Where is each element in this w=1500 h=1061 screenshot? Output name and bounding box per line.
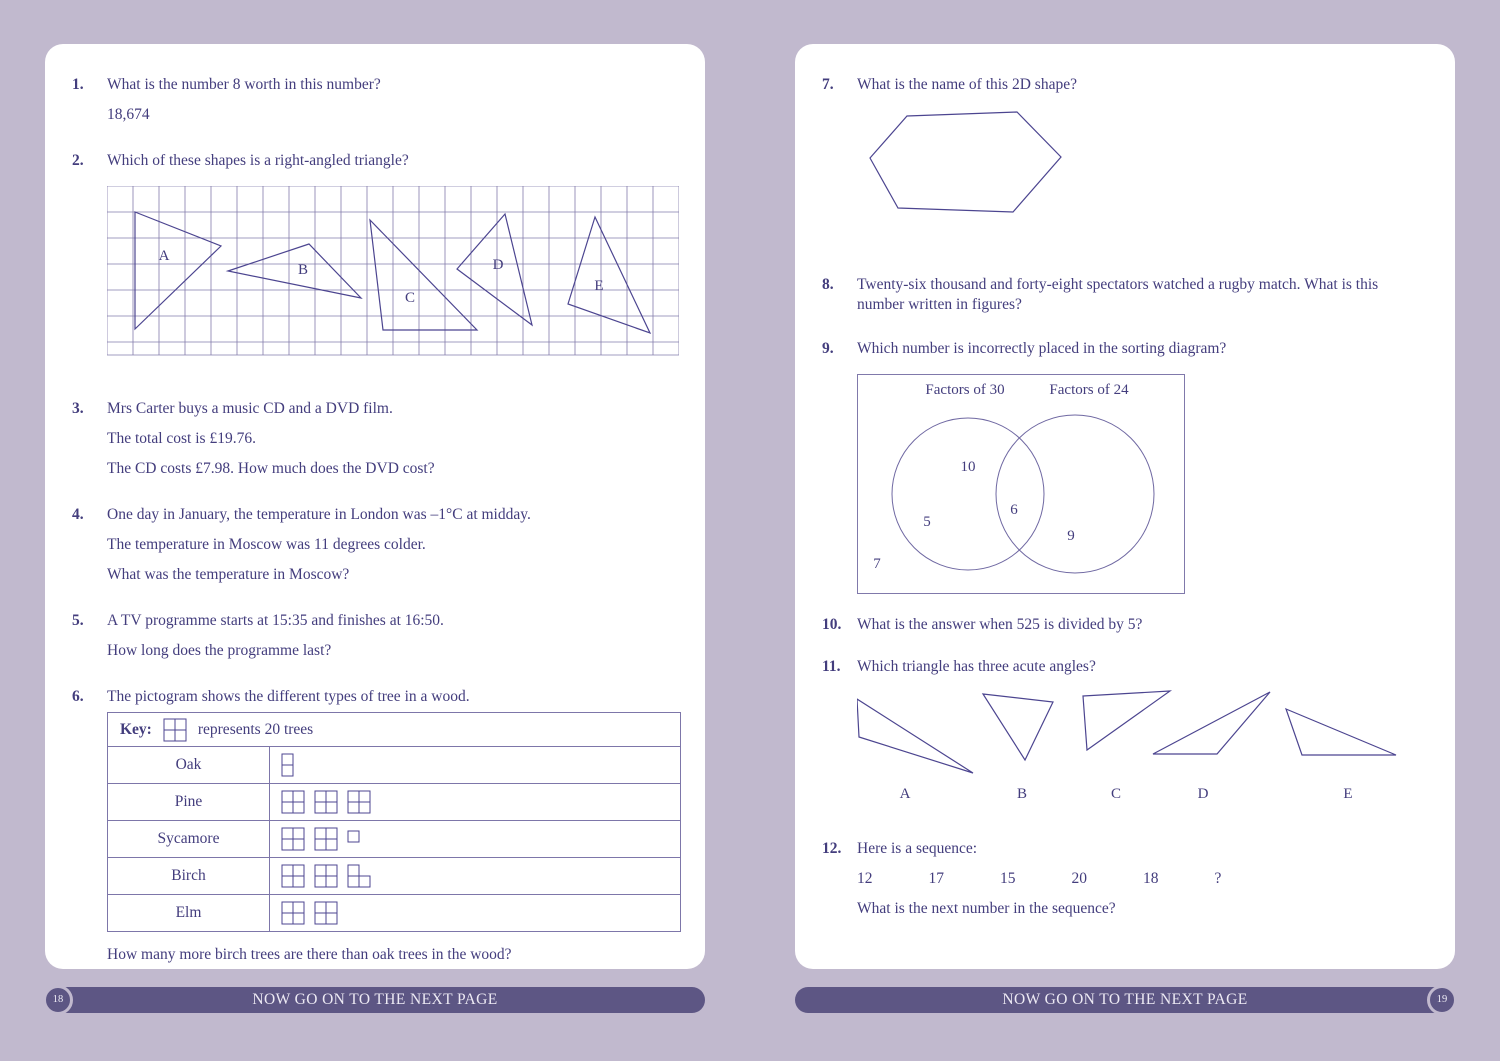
triangle-e-label: E — [594, 278, 604, 294]
pictogram-symbol-full — [281, 827, 305, 851]
question-2-number: 2. — [72, 152, 84, 169]
pictogram-rows — [108, 747, 680, 931]
question-4-line-3: What was the temperature in Moscow? — [107, 566, 350, 583]
venn-left-circle — [892, 418, 1044, 570]
question-7 — [822, 70, 1429, 218]
pictogram-row-symbols — [270, 895, 338, 931]
acute-triangle-d-shape — [1153, 692, 1270, 754]
question-1 — [72, 70, 679, 130]
question-12-question: What is the next number in the sequence? — [857, 900, 1116, 917]
acute-triangle-e-label: E — [1343, 786, 1353, 802]
triangle-c-shape — [370, 220, 477, 330]
question-4-line-1: One day in January, the temperature in London was –1°C at midday. — [107, 506, 531, 523]
pictogram-row-label: Birch — [108, 858, 270, 894]
triangle-c-label: C — [404, 290, 416, 306]
pictogram-symbol-full — [281, 790, 305, 814]
triangle-b-label: B — [297, 262, 309, 278]
question-8-text: Twenty-six thousand and forty-eight spectators watched a rugby match. What is this number written in figures? — [857, 276, 1379, 313]
right-footer-bar: NOW GO ON TO THE NEXT PAGE — [795, 987, 1455, 1013]
pictogram-symbol-threequarter — [347, 864, 371, 888]
pictogram-key-text: represents 20 trees — [197, 720, 314, 738]
acute-triangle-a-label: A — [899, 786, 911, 802]
pictogram-symbol-full — [314, 901, 338, 925]
triangle-a-label: A — [158, 248, 170, 264]
acute-triangle-b-label: B — [1016, 786, 1028, 802]
pictogram-symbol-full — [314, 827, 338, 851]
left-page-number-badge: 18 — [43, 985, 73, 1015]
pictogram-key-symbol — [163, 718, 187, 742]
question-8 — [822, 270, 1429, 320]
pictogram-symbol-quarter — [347, 827, 371, 851]
sequence-value-2: 17 — [928, 870, 944, 887]
question-6-text: The pictogram shows the different types of tree in a wood. — [107, 688, 470, 705]
question-7-text: What is the name of this 2D shape? — [857, 76, 1077, 93]
pictogram-row-symbols — [270, 858, 371, 894]
pictogram-row-label: Elm — [108, 895, 270, 931]
pictogram-symbol-half — [281, 753, 305, 777]
sequence-value-3: 15 — [1000, 870, 1016, 887]
pictogram-row-label: Pine — [108, 784, 270, 820]
venn-right-label: Factors of 24 — [1049, 382, 1129, 398]
acute-triangle-c-shape — [1083, 691, 1170, 750]
question-6 — [72, 682, 679, 970]
pictogram-row-label: Sycamore — [108, 821, 270, 857]
acute-triangle-b-shape — [983, 694, 1053, 760]
right-page — [795, 44, 1455, 969]
pictogram-row — [108, 895, 680, 931]
question-12-number: 12. — [822, 840, 842, 857]
question-5 — [72, 606, 679, 666]
hexagon-figure — [865, 106, 1065, 218]
question-10 — [822, 610, 1429, 640]
question-11 — [822, 652, 1429, 802]
venn-value-9: 9 — [1067, 528, 1075, 544]
pictogram-symbol-full — [281, 901, 305, 925]
pictogram-row-symbols — [270, 747, 305, 783]
acute-triangle-e-shape — [1286, 709, 1396, 755]
question-6-number: 6. — [72, 688, 84, 705]
question-11-text: Which triangle has three acute angles? — [857, 658, 1096, 675]
question-3-line-1: Mrs Carter buys a music CD and a DVD film. — [107, 400, 393, 417]
question-4-number: 4. — [72, 506, 84, 523]
sequence-value-5: 18 — [1143, 870, 1159, 887]
question-11-number: 11. — [822, 658, 841, 675]
pictogram-row — [108, 747, 680, 784]
pictogram-row — [108, 821, 680, 858]
question-9-text: Which number is incorrectly placed in the sorting diagram? — [857, 340, 1227, 357]
question-10-text: What is the answer when 525 is divided by 5? — [857, 616, 1143, 633]
question-1-number: 1. — [72, 76, 84, 93]
left-page — [45, 44, 705, 969]
venn-value-7: 7 — [873, 556, 881, 572]
left-footer-bar: NOW GO ON TO THE NEXT PAGE — [45, 987, 705, 1013]
pictogram-row-symbols — [270, 784, 371, 820]
triangle-d-label: D — [492, 257, 504, 273]
question-2 — [72, 146, 679, 378]
acute-triangle-a-shape — [857, 699, 973, 773]
question-6-question: How many more birch trees are there than oak trees in the wood? — [107, 946, 512, 963]
question-10-number: 10. — [822, 616, 842, 633]
venn-diagram — [857, 374, 1185, 594]
venn-value-6: 6 — [1010, 502, 1018, 518]
question-8-number: 8. — [822, 276, 834, 293]
pictogram-symbol-full — [347, 790, 371, 814]
question-9-number: 9. — [822, 340, 834, 357]
venn-value-10: 10 — [960, 459, 976, 475]
question-5-line-2: How long does the programme last? — [107, 642, 332, 659]
hexagon-shape — [870, 112, 1061, 212]
pictogram-table — [107, 712, 681, 932]
acute-triangle-d-label: D — [1197, 786, 1209, 802]
question-12-intro: Here is a sequence: — [857, 840, 978, 857]
question-7-number: 7. — [822, 76, 834, 93]
question-1-value: 18,674 — [107, 106, 150, 123]
triangle-grid-figure — [107, 186, 679, 356]
pictogram-row — [108, 858, 680, 895]
question-1-text: What is the number 8 worth in this number? — [107, 76, 381, 93]
acute-triangle-c-label: C — [1110, 786, 1122, 802]
question-2-text: Which of these shapes is a right-angled triangle? — [107, 152, 409, 169]
triangle-a-shape — [135, 212, 221, 329]
venn-left-label: Factors of 30 — [925, 382, 1005, 398]
question-3 — [72, 394, 679, 484]
question-4 — [72, 500, 679, 590]
sequence-row — [857, 864, 1429, 894]
question-9 — [822, 334, 1429, 594]
pictogram-key-label: Key: — [120, 720, 152, 738]
pictogram-symbol-full — [314, 790, 338, 814]
question-3-number: 3. — [72, 400, 84, 417]
pictogram-key-row — [108, 713, 680, 747]
pictogram-symbol-full — [281, 864, 305, 888]
pictogram-row-symbols — [270, 821, 371, 857]
question-3-line-3: The CD costs £7.98. How much does the DVD cost? — [107, 460, 435, 477]
question-4-line-2: The temperature in Moscow was 11 degrees colder. — [107, 536, 426, 553]
question-3-line-2: The total cost is £19.76. — [107, 430, 256, 447]
question-5-number: 5. — [72, 612, 84, 629]
sequence-value-4: 20 — [1071, 870, 1087, 887]
pictogram-row — [108, 784, 680, 821]
pictogram-symbol-full — [314, 864, 338, 888]
question-5-line-1: A TV programme starts at 15:35 and finishes at 16:50. — [107, 612, 444, 629]
question-12 — [822, 834, 1429, 924]
venn-value-5: 5 — [923, 514, 931, 530]
pictogram-row-label: Oak — [108, 747, 270, 783]
venn-frame — [858, 375, 1185, 594]
acute-triangles-figure — [857, 690, 1402, 802]
right-page-number-badge: 19 — [1427, 985, 1457, 1015]
sequence-value-6: ? — [1214, 870, 1222, 887]
sequence-value-1: 12 — [857, 870, 873, 887]
